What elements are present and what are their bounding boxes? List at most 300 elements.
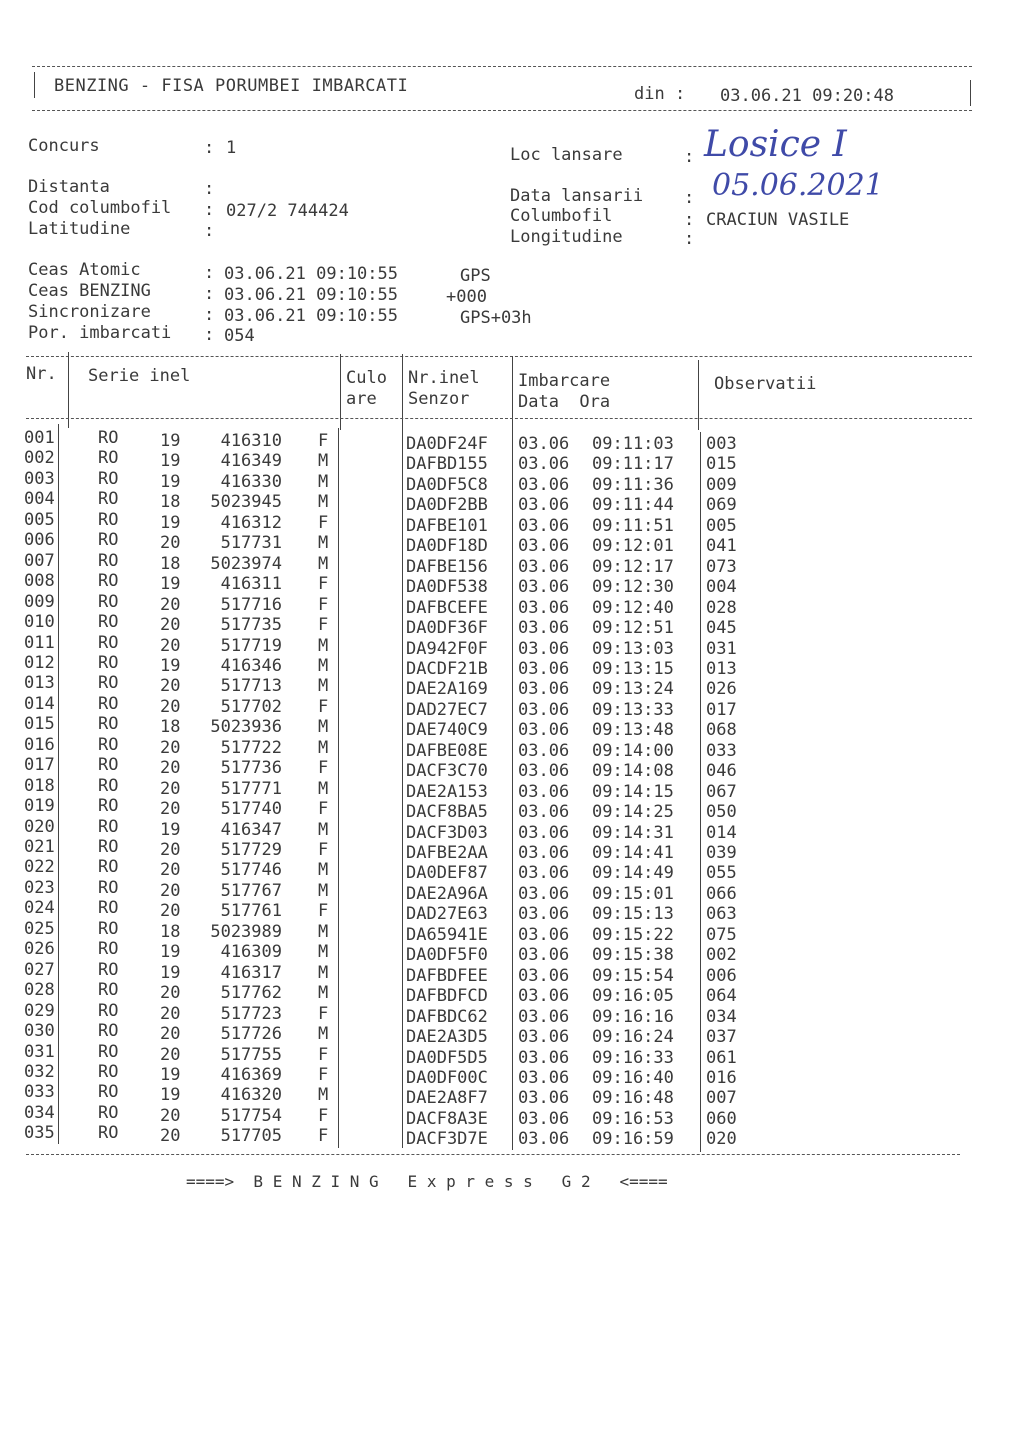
table-row [0,918,1024,945]
cell-senzor: DA0DF5D5 [406,1047,488,1068]
cell-data: 03.06 [518,924,570,945]
header-nr: Nr. [26,364,57,384]
footer-banner: ====> B E N Z I N G E x p r e s s G 2 <==== [186,1172,668,1191]
ceas-benzing-label: Ceas BENZING [28,281,151,301]
cell-inel: 517702 [220,696,282,717]
cell-nr: 019 [24,796,55,817]
cell-nr: 015 [24,714,55,735]
cell-tara: RO [98,468,119,489]
cell-ora: 09:12:40 [592,597,674,618]
header-nrinel-1: Nr.inel [408,368,480,388]
cell-data: 03.06 [518,536,570,557]
cell-data: 03.06 [518,761,570,782]
cell-sex: F [318,615,329,636]
table-row [0,837,1024,863]
cell-an: 20 [160,758,181,779]
data-lansarii-label: Data lansarii [510,186,644,206]
cell-ora: 09:11:03 [592,434,674,454]
cell-ora: 09:12:17 [592,556,674,577]
cell-inel: 517761 [220,901,282,922]
cell-tara: RO [98,1102,119,1123]
cell-nr: 013 [24,673,55,694]
cell-senzor: DAE2A8F7 [406,1088,488,1109]
cell-nr: 006 [24,530,55,551]
cell-obs: 020 [706,1129,737,1150]
report-date-value: 03.06.21 09:20:48 [720,86,894,106]
cell-inel: 5023936 [210,717,282,738]
cell-data: 03.06 [518,863,570,884]
cell-sex: M [318,1085,329,1106]
cell-nr: 004 [24,489,55,510]
cell-an: 20 [160,799,181,820]
cell-ora: 09:16:05 [592,986,674,1007]
loc-lansare-label: Loc lansare [510,145,623,165]
cell-sex: M [318,962,329,983]
cell-nr: 028 [24,980,55,1001]
cell-senzor: DA0DF5F0 [406,945,488,966]
sincronizare-label: Sincronizare [28,302,151,322]
cell-obs: 003 [706,434,737,454]
cell-tara: RO [98,775,119,796]
cell-data: 03.06 [518,1006,570,1027]
cell-ora: 09:13:33 [592,699,674,720]
cell-inel: 517716 [220,594,282,615]
cell-tara: RO [98,1041,119,1062]
cell-data: 03.06 [518,802,570,823]
cell-nr: 024 [24,898,55,919]
cell-data: 03.06 [518,883,570,904]
cell-ora: 09:11:51 [592,515,674,536]
columbofil-value: CRACIUN VASILE [706,210,850,230]
cell-data: 03.06 [518,986,570,1007]
cell-an: 19 [160,512,181,533]
cell-nr: 011 [24,632,55,653]
table-row [0,980,1024,1007]
cell-tara: RO [98,837,119,857]
cell-an: 19 [160,655,181,676]
cell-sex: F [318,758,329,779]
cell-data: 03.06 [518,679,570,700]
cell-inel: 517705 [220,1126,282,1147]
cell-obs: 017 [706,699,737,720]
cell-tara: RO [98,489,119,510]
title-box-left-edge [34,72,35,98]
cell-an: 19 [160,574,181,595]
cell-obs: 037 [706,1027,737,1048]
sincronizare-value: 03.06.21 09:10:55 [224,306,398,326]
cell-an: 20 [160,1024,181,1045]
cell-an: 20 [160,1105,181,1126]
table-row [0,734,1024,761]
cell-an: 19 [160,942,181,963]
cell-obs: 067 [706,781,737,802]
cell-senzor: DAE2A3D5 [406,1027,488,1048]
cell-ora: 09:13:15 [592,658,674,679]
cell-an: 20 [160,901,181,922]
data-lansarii-handwritten: 05.06.2021 [712,168,884,203]
cell-ora: 09:16:24 [592,1027,674,1048]
cell-ora: 09:14:41 [592,843,674,863]
cell-obs: 028 [706,597,737,618]
cell-ora: 09:15:54 [592,965,674,986]
cell-data: 03.06 [518,638,570,659]
cell-nr: 031 [24,1041,55,1062]
cell-tara: RO [98,1082,119,1103]
cell-an: 20 [160,1126,181,1147]
cell-senzor: DAD27E63 [406,904,488,925]
columbofil-label: Columbofil [510,206,613,226]
cell-tara: RO [98,509,119,530]
cell-ora: 09:12:01 [592,536,674,557]
cell-data: 03.06 [518,474,570,495]
cell-senzor: DA0DF18D [406,536,488,557]
cell-sex: M [318,471,329,492]
ceas-benzing-value: 03.06.21 09:10:55 [224,285,398,305]
cell-nr: 023 [24,877,55,898]
cell-sex: F [318,840,329,860]
cell-sex: F [318,696,329,717]
table-row [0,857,1024,884]
header-culoare-1: Culo [346,368,387,388]
cell-sex: M [318,983,329,1004]
cell-an: 20 [160,696,181,717]
cell-senzor: DAFBDC62 [406,1006,488,1027]
header-observatii: Observatii [714,374,817,394]
cell-an: 19 [160,471,181,492]
cell-nr: 014 [24,693,55,714]
cell-sex: F [318,1003,329,1024]
header-imbarcare-2: Data Ora [518,392,611,412]
cell-data: 03.06 [518,1129,570,1150]
cell-inel: 517713 [220,676,282,697]
cell-obs: 009 [706,474,737,495]
table-row [0,468,1024,495]
cell-nr: 008 [24,571,55,592]
cell-tara: RO [98,550,119,571]
cell-an: 18 [160,717,181,738]
cell-sex: M [318,492,329,513]
cell-data: 03.06 [518,515,570,536]
cell-senzor: DAFBE101 [406,515,488,536]
cell-sex: F [318,799,329,820]
cell-senzor: DA0DF36F [406,618,488,639]
table-row [0,1102,1024,1129]
cell-an: 20 [160,860,181,881]
cod-columbofil-value: 027/2 744424 [226,201,349,221]
cell-senzor: DAE2A169 [406,679,488,700]
latitudine-label: Latitudine [28,219,131,239]
cell-inel: 517771 [220,778,282,799]
cod-columbofil-label: Cod columbofil [28,198,172,218]
cell-data: 03.06 [518,740,570,761]
cell-an: 18 [160,492,181,513]
cell-sex: M [318,553,329,574]
cell-ora: 09:11:17 [592,454,674,475]
table-row [0,571,1024,598]
cell-nr: 012 [24,652,55,673]
concurs-value: 1 [226,138,237,158]
cell-nr: 021 [24,837,55,857]
cell-an: 18 [160,553,181,574]
concurs-sep: : [204,138,215,158]
cell-nr: 027 [24,959,55,980]
cell-senzor: DACF8A3E [406,1108,488,1129]
cell-tara: RO [98,1000,119,1021]
cell-nr: 035 [24,1123,55,1144]
cod-columbofil-sep: : [204,200,215,220]
cell-obs: 031 [706,638,737,659]
cell-nr: 029 [24,1000,55,1021]
cell-an: 20 [160,778,181,799]
cell-inel: 416347 [220,819,282,840]
cell-tara: RO [98,673,119,694]
cell-sex: F [318,1064,329,1085]
cell-sex: F [318,1105,329,1126]
cell-inel: 517754 [220,1105,282,1126]
cell-tara: RO [98,918,119,939]
cell-obs: 026 [706,679,737,700]
title-box-bottom-rule [32,110,972,111]
ceas-atomic-extra: GPS [460,266,491,286]
cell-an: 20 [160,737,181,758]
cell-nr: 001 [24,428,55,448]
cell-nr: 020 [24,816,55,837]
cell-obs: 016 [706,1067,737,1088]
table-row [0,693,1024,720]
ceas-atomic-label: Ceas Atomic [28,260,141,280]
header-imbarcare-1: Imbarcare [518,371,611,391]
por-imbarcati-sep: : [204,325,215,345]
table-row [0,1061,1024,1088]
table-row [0,448,1024,475]
table-row [0,816,1024,843]
cell-ora: 09:14:31 [592,822,674,843]
cell-obs: 069 [706,495,737,516]
cell-senzor: DAFBE08E [406,740,488,761]
cell-obs: 063 [706,904,737,925]
cell-tara: RO [98,571,119,592]
cell-an: 20 [160,1044,181,1065]
cell-obs: 066 [706,883,737,904]
cell-senzor: DAFBCEFE [406,597,488,618]
cell-an: 20 [160,676,181,697]
cell-senzor: DAFBE2AA [406,843,488,863]
table-row [0,550,1024,577]
cell-data: 03.06 [518,597,570,618]
cell-obs: 014 [706,822,737,843]
cell-tara: RO [98,448,119,469]
cell-senzor: DA0DF24F [406,434,488,454]
cell-obs: 007 [706,1088,737,1109]
cell-an: 20 [160,983,181,1004]
cell-obs: 039 [706,843,737,863]
cell-sex: M [318,819,329,840]
cell-data: 03.06 [518,720,570,741]
cell-tara: RO [98,755,119,776]
table-row [0,612,1024,639]
cell-data: 03.06 [518,1108,570,1129]
cell-ora: 09:16:40 [592,1067,674,1088]
cell-senzor: DAFBDFEE [406,965,488,986]
cell-nr: 007 [24,550,55,571]
cell-nr: 034 [24,1102,55,1123]
cell-obs: 041 [706,536,737,557]
longitudine-label: Longitudine [510,227,623,247]
cell-senzor: DA942F0F [406,638,488,659]
cell-data: 03.06 [518,699,570,720]
cell-sex: M [318,533,329,554]
cell-senzor: DA0DF2BB [406,495,488,516]
cell-tara: RO [98,734,119,755]
table-row [0,775,1024,802]
cell-inel: 517740 [220,799,282,820]
cell-data: 03.06 [518,1067,570,1088]
cell-senzor: DA0DF00C [406,1067,488,1088]
cell-nr: 030 [24,1021,55,1042]
cell-data: 03.06 [518,822,570,843]
sincronizare-sep: : [204,305,215,325]
cell-sex: F [318,574,329,595]
cell-tara: RO [98,591,119,612]
cell-sex: M [318,778,329,799]
cell-an: 19 [160,431,181,451]
cell-ora: 09:13:03 [592,638,674,659]
table-top-rule [26,356,972,357]
cell-ora: 09:16:53 [592,1108,674,1129]
cell-an: 20 [160,1003,181,1024]
cell-nr: 009 [24,591,55,612]
cell-inel: 5023974 [210,553,282,574]
cell-data: 03.06 [518,434,570,454]
cell-senzor: DACF8BA5 [406,802,488,823]
cell-obs: 060 [706,1108,737,1129]
cell-an: 20 [160,840,181,860]
cell-senzor: DAFBDFCD [406,986,488,1007]
cell-obs: 033 [706,740,737,761]
cell-an: 20 [160,594,181,615]
cell-data: 03.06 [518,658,570,679]
document-title: BENZING - FISA PORUMBEI IMBARCATI [54,76,409,96]
table-row [0,1021,1024,1048]
table-row [0,489,1024,516]
cell-ora: 09:13:48 [592,720,674,741]
table-row [0,898,1024,925]
cell-tara: RO [98,796,119,817]
cell-tara: RO [98,857,119,878]
cell-obs: 050 [706,802,737,823]
cell-obs: 068 [706,720,737,741]
cell-ora: 09:12:51 [592,618,674,639]
table-row [0,591,1024,618]
cell-tara: RO [98,1123,119,1144]
cell-ora: 09:14:00 [592,740,674,761]
cell-obs: 004 [706,577,737,598]
cell-an: 18 [160,921,181,942]
cell-tara: RO [98,980,119,1001]
cell-inel: 416330 [220,471,282,492]
cell-inel: 517729 [220,840,282,860]
cell-an: 20 [160,533,181,554]
cell-inel: 416311 [220,574,282,595]
table-bottom-rule [26,1154,960,1155]
table-row [0,530,1024,557]
cell-inel: 517762 [220,983,282,1004]
cell-nr: 002 [24,448,55,469]
cell-sex: M [318,676,329,697]
ceas-atomic-value: 03.06.21 09:10:55 [224,264,398,284]
cell-data: 03.06 [518,495,570,516]
table-row [0,755,1024,782]
cell-an: 19 [160,451,181,472]
cell-data: 03.06 [518,965,570,986]
cell-obs: 046 [706,761,737,782]
cell-inel: 416369 [220,1064,282,1085]
latitudine-sep: : [204,221,215,241]
data-lansarii-sep: : [684,188,695,208]
cell-tara: RO [98,652,119,673]
cell-sex: F [318,901,329,922]
cell-tara: RO [98,877,119,898]
cell-ora: 09:11:44 [592,495,674,516]
cell-inel: 517722 [220,737,282,758]
cell-inel: 517726 [220,1024,282,1045]
cell-inel: 517731 [220,533,282,554]
cell-tara: RO [98,632,119,653]
longitudine-sep: : [684,229,695,249]
title-box-top-rule [32,66,972,67]
cell-sex: F [318,594,329,615]
cell-tara: RO [98,693,119,714]
por-imbarcati-value: 054 [224,326,255,346]
cell-inel: 416317 [220,962,282,983]
loc-lansare-sep: : [684,147,695,167]
cell-obs: 015 [706,454,737,475]
table-row [0,673,1024,700]
cell-inel: 517723 [220,1003,282,1024]
col-sep-nr [68,352,69,428]
cell-tara: RO [98,939,119,960]
cell-senzor: DA65941E [406,924,488,945]
title-box-right-edge [970,80,971,106]
cell-ora: 09:14:49 [592,863,674,884]
cell-ora: 09:13:24 [592,679,674,700]
cell-tara: RO [98,1021,119,1042]
cell-ora: 09:14:25 [592,802,674,823]
concurs-label: Concurs [28,136,100,156]
cell-ora: 09:14:15 [592,781,674,802]
report-date-label: din : [634,84,686,104]
cell-senzor: DACF3D03 [406,822,488,843]
cell-senzor: DACF3D7E [406,1129,488,1150]
cell-senzor: DAFBD155 [406,454,488,475]
cell-inel: 517746 [220,860,282,881]
cell-an: 20 [160,635,181,656]
cell-sex: M [318,737,329,758]
cell-sex: F [318,431,329,451]
cell-ora: 09:15:38 [592,945,674,966]
cell-nr: 016 [24,734,55,755]
cell-nr: 025 [24,918,55,939]
cell-obs: 055 [706,863,737,884]
col-sep-imbarcare [698,360,699,430]
table-row [0,796,1024,823]
cell-tara: RO [98,530,119,551]
cell-nr: 003 [24,468,55,489]
cell-inel: 5023989 [210,921,282,942]
table-row [0,1041,1024,1068]
columbofil-sep: : [684,210,695,230]
cell-senzor: DAE2A96A [406,883,488,904]
